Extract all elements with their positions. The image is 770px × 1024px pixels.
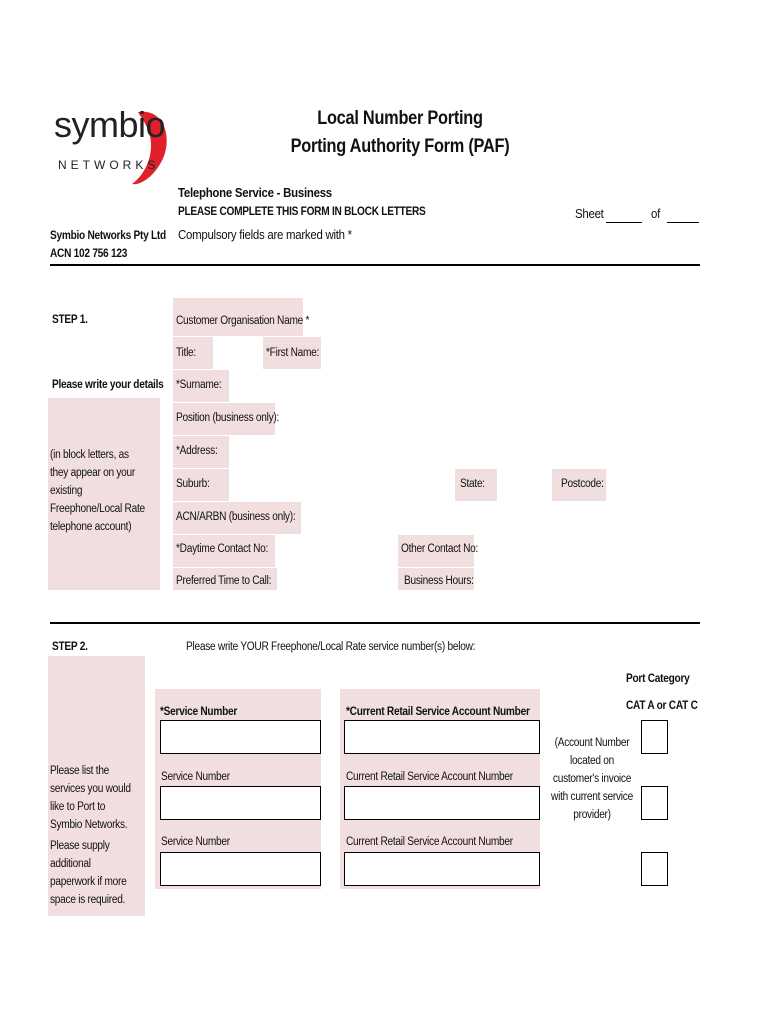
- other-contact-label: Other Contact No:: [401, 543, 479, 555]
- header-divider: [50, 264, 700, 266]
- service-number-input-1[interactable]: [160, 720, 321, 754]
- compulsory-note: Compulsory fields are marked with *: [178, 227, 352, 242]
- category-checkbox-3[interactable]: [641, 852, 668, 886]
- service-number-input-3[interactable]: [160, 852, 321, 886]
- symbio-logo: [50, 100, 180, 190]
- sheet-number-field[interactable]: [606, 222, 642, 223]
- account-number-input-3[interactable]: [344, 852, 540, 886]
- business-hours-label: Business Hours:: [404, 575, 474, 587]
- supply-paperwork-note: Please supply additional paperwork if more space is required.: [50, 840, 127, 906]
- daytime-field[interactable]: [275, 535, 398, 567]
- acn-arbn-field[interactable]: [301, 502, 700, 534]
- postcode-field[interactable]: [606, 469, 700, 501]
- pref-time-label: Preferred Time to Call:: [176, 575, 272, 587]
- port-category-label: Port Category: [626, 673, 690, 685]
- company-name: Symbio Networks Pty Ltd: [50, 230, 166, 242]
- state-label: State:: [460, 478, 485, 490]
- logo-wordmark: symbio: [54, 104, 166, 145]
- acn-arbn-label: ACN/ARBN (business only):: [176, 511, 296, 523]
- block-letters-note: PLEASE COMPLETE THIS FORM IN BLOCK LETTERS: [178, 206, 426, 218]
- account-number-header: *Current Retail Service Account Number: [346, 706, 530, 718]
- suburb-label: Suburb:: [176, 478, 210, 490]
- service-number-label-2: Service Number: [161, 771, 230, 783]
- surname-label: *Surname:: [176, 379, 222, 391]
- account-number-label-2: Current Retail Service Account Number: [346, 771, 513, 783]
- of-label: of: [651, 206, 661, 221]
- service-number-label-3: Service Number: [161, 836, 230, 848]
- sheet-total-field[interactable]: [667, 222, 699, 223]
- company-acn: ACN 102 756 123: [50, 248, 128, 260]
- step1-divider: [50, 622, 700, 624]
- address-label: *Address:: [176, 445, 218, 457]
- step1-label: STEP 1.: [52, 314, 88, 326]
- account-number-input-1[interactable]: [344, 720, 540, 754]
- write-details-label: Please write your details: [52, 379, 164, 391]
- postcode-label: Postcode:: [561, 478, 604, 490]
- title-field[interactable]: [213, 337, 263, 369]
- form-title-line2: Porting Authority Form (PAF): [290, 136, 510, 157]
- pref-time-field[interactable]: [277, 568, 398, 590]
- title-label: Title:: [176, 347, 196, 359]
- surname-field[interactable]: [229, 370, 700, 402]
- org-name-label: Customer Organisation Name *: [176, 315, 310, 327]
- block-letters-instruction: (in block letters, as they appear on your existing Freephone/Local Rate telephone account): [50, 449, 145, 533]
- position-label: Position (business only):: [176, 412, 280, 424]
- account-number-note: (Account Number located on customer's invoice with current service provider): [551, 737, 633, 821]
- other-contact-field[interactable]: [474, 535, 700, 567]
- category-checkbox-1[interactable]: [641, 720, 668, 754]
- daytime-label: *Daytime Contact No:: [176, 543, 269, 555]
- service-number-input-2[interactable]: [160, 786, 321, 820]
- service-number-header: *Service Number: [160, 706, 238, 718]
- account-number-input-2[interactable]: [344, 786, 540, 820]
- position-field[interactable]: [275, 403, 700, 435]
- step2-label: STEP 2.: [52, 641, 88, 653]
- list-services-note: Please list the services you would like to Port to Symbio Networks.: [50, 765, 131, 831]
- category-checkbox-2[interactable]: [641, 786, 668, 820]
- logo-subtitle: NETWORKS: [58, 158, 160, 172]
- address-field[interactable]: [229, 436, 700, 468]
- first-name-label: *First Name:: [266, 347, 320, 359]
- form-title-line1: Local Number Porting: [317, 108, 483, 129]
- state-field[interactable]: [497, 469, 552, 501]
- suburb-field[interactable]: [229, 469, 455, 501]
- account-number-label-3: Current Retail Service Account Number: [346, 836, 513, 848]
- cat-options-label: CAT A or CAT C: [626, 700, 698, 712]
- first-name-field[interactable]: [321, 337, 700, 369]
- business-hours-field[interactable]: [474, 568, 700, 590]
- org-name-field[interactable]: [303, 298, 700, 336]
- step2-instruction: Please write YOUR Freephone/Local Rate service number(s) below:: [186, 641, 476, 653]
- service-type: Telephone Service - Business: [178, 185, 332, 200]
- sheet-label: Sheet: [575, 206, 604, 221]
